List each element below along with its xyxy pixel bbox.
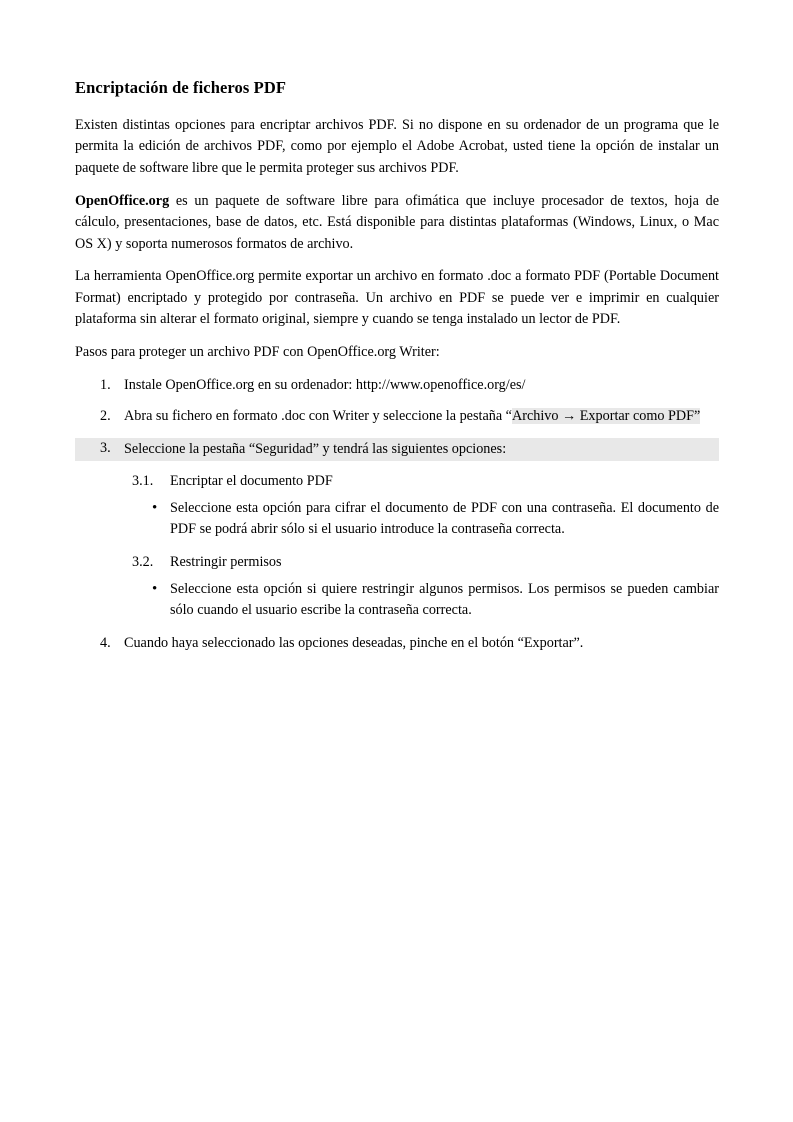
paragraph-tool-description: La herramienta OpenOffice.org permite exportar un archivo en formato .doc a formato PDF (Portable Document Format) encriptado y protegido por contraseña. Un archivo en PDF se puede ver e imprimir en cualquier plataforma sin alterar el formato original, siempre y cuando se tenga instalado un lector de PDF. [75,268,719,328]
list-item-step-3 [75,438,719,462]
substep-number: 3.1. [132,473,154,490]
step-number: 3. [100,439,111,456]
substeps-list-3-2 [75,552,719,574]
step-text: Seleccione la pestaña “Seguridad” y tendrá las siguientes opciones: [124,440,507,457]
step-number: 4. [100,634,111,651]
substep-text: Restringir permisos [170,554,282,571]
list-item-step-2 [75,406,719,428]
bullet-icon: • [152,580,158,597]
step-text-lead: Abra su fichero en formato .doc con Writer y seleccione la pestaña “ [124,408,512,425]
bullet-text: Seleccione esta opción si quiere restringir algunos permisos. Los permisos se pueden cambiar sólo cuando el usuario escribe la contraseña correcta. [170,580,719,619]
menu-path-exportar: Exportar como PDF” [576,408,701,425]
step-number: 1. [100,376,111,393]
step-text: Cuando haya seleccionado las opciones deseadas, pinche en el botón “Exportar”. [124,634,584,651]
bullet-icon: • [152,499,158,516]
list-item-step-4 [75,633,719,655]
bullet-list-3-1 [75,498,719,541]
paragraph-steps-intro: Pasos para proteger un archivo PDF con OpenOffice.org Writer: [75,344,440,360]
list-item-substep-3-1 [75,471,719,493]
list-item-bullet-encrypt [75,498,719,541]
step-number: 2. [100,408,111,425]
list-item-substep-3-2 [75,552,719,574]
paragraph-intro: Existen distintas opciones para encriptar archivos PDF. Si no dispone en su ordenador de un programa que le permita la edición de archivos PDF, como por ejemplo el Adobe Acrobat, usted tiene la opción de instalar un paquete de software libre que le permita proteger sus archivos PDF. [75,116,719,176]
list-item-bullet-permissions [75,579,719,622]
bullet-text: Seleccione esta opción para cifrar el documento de PDF con una contraseña. El documento de PDF se podrá abrir sólo si el usuario introduce la contraseña correcta. [170,499,719,538]
paragraph-openoffice [75,191,719,256]
substep-number: 3.2. [132,554,154,571]
list-item-step-1 [75,375,719,397]
menu-path-highlight [512,408,700,424]
bullet-list-3-2 [75,579,719,622]
openoffice-description: es un paquete de software libre para ofimática que incluye procesador de textos, hoja de cálculo, presentaciones, base de datos, etc. Está disponible para distintas plataformas (Windows, Linux, o Mac OS X) y soporta numerosos formatos de archivo. [75,192,719,252]
steps-list [75,375,719,655]
step-text: Instale OpenOffice.org en su ordenador: http://www.openoffice.org/es/ [124,376,526,393]
substeps-list-3-1 [75,471,719,493]
substep-text: Encriptar el documento PDF [170,473,333,490]
arrow-right-icon: → [562,408,577,425]
page-title: Encriptación de ficheros PDF [75,78,287,97]
document-body [75,78,719,664]
menu-path-archivo: Archivo [511,408,563,425]
openoffice-bold-lead: OpenOffice.org [75,192,170,209]
